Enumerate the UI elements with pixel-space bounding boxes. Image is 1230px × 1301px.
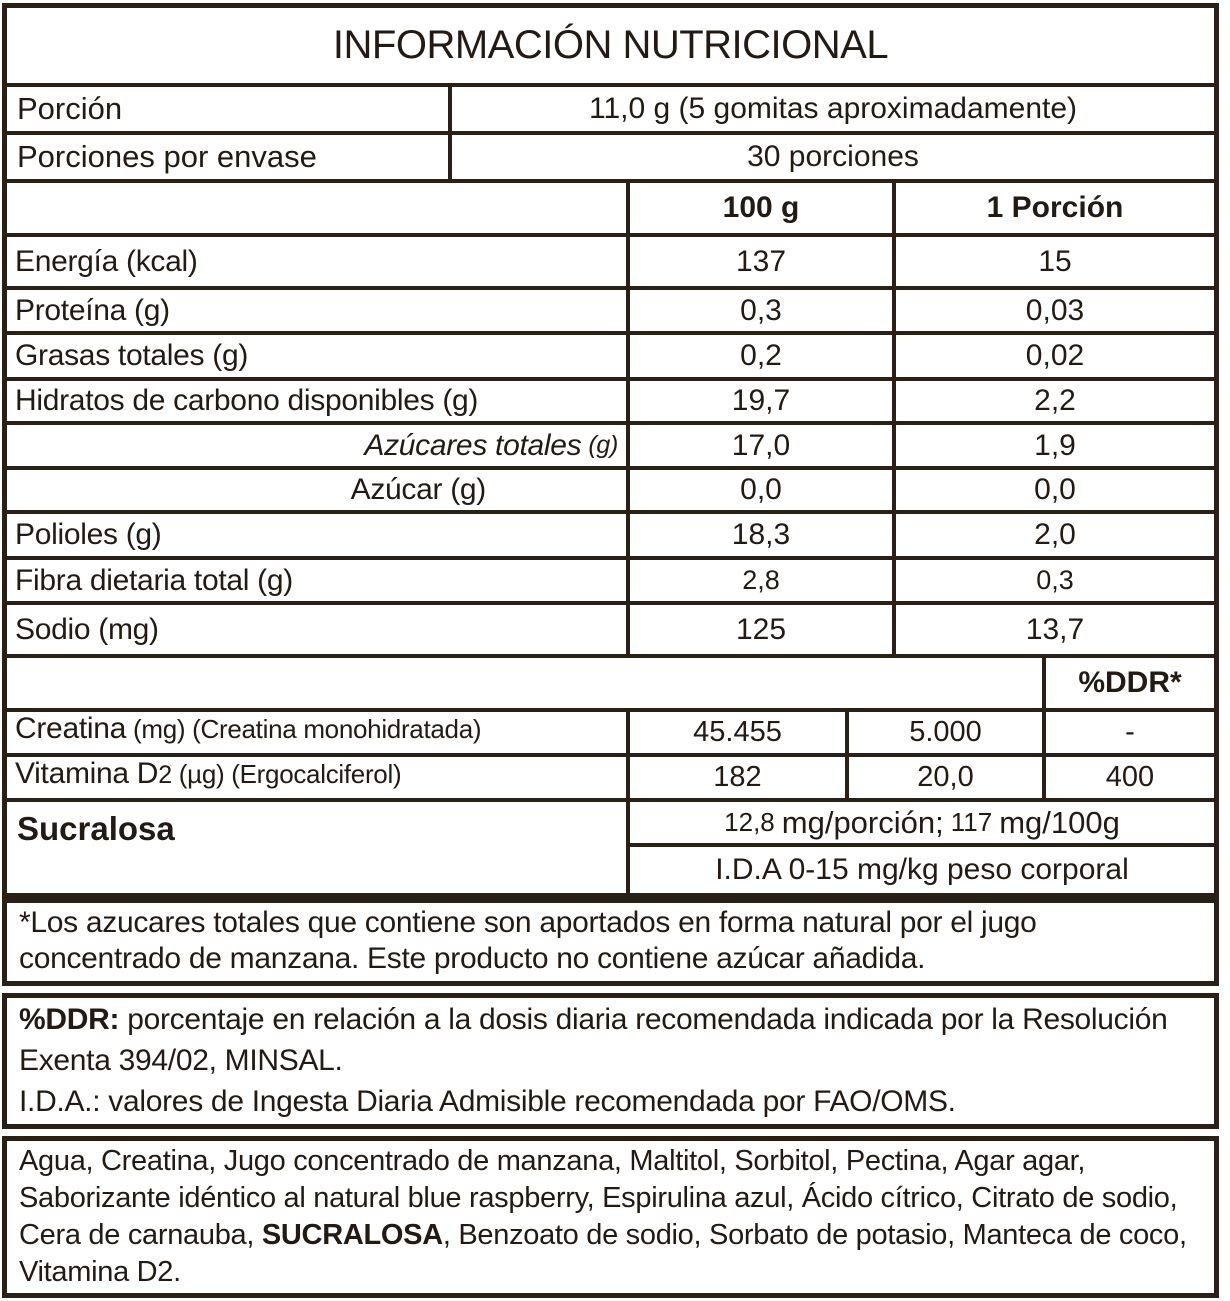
supplement-value-100g: 45.455 xyxy=(626,712,845,753)
footnote-ddr-line xyxy=(19,999,1202,1081)
servings-per-container-value: 30 porciones xyxy=(448,135,1214,179)
supplement-value-portion: 20,0 xyxy=(845,757,1042,798)
footnote-ida-line: I.D.A.: valores de Ingesta Diaria Admisible recomendada por FAO/OMS. xyxy=(19,1085,956,1118)
nutrient-value-portion: 13,7 xyxy=(892,605,1214,654)
nutrient-label: Hidratos de carbono disponibles (g) xyxy=(15,384,479,417)
nutrient-row-energia xyxy=(7,233,1214,286)
ddr-header-spacer xyxy=(7,658,1042,708)
page-title: INFORMACIÓN NUTRICIONAL xyxy=(332,23,889,67)
sucralosa-mg-portion-value: 12,8 xyxy=(724,807,775,837)
title-row xyxy=(7,8,1214,83)
footnote-ddr-text: porcentaje en relación a la dosis diaria recomendada indicada por la Resolución Exenta 394/02, MINSAL. xyxy=(19,1003,1168,1077)
supplement-value-100g: 182 xyxy=(626,757,845,798)
supplement-label-main: Creatina xyxy=(15,712,126,745)
nutrient-value-100g: 0,0 xyxy=(626,470,892,510)
footnote-ddr-term: %DDR: xyxy=(19,1003,120,1036)
column-header-row xyxy=(7,179,1214,233)
nutrient-row-proteina xyxy=(7,286,1214,331)
sucralosa-mg-100g-unit: mg/100g xyxy=(999,804,1120,840)
sucralosa-values xyxy=(626,802,1214,893)
supplement-value-ddr: - xyxy=(1042,712,1214,753)
nutrient-label: Polioles (g) xyxy=(15,518,162,551)
supplement-label xyxy=(7,712,626,753)
supplement-label-main: Vitamina D xyxy=(15,757,159,790)
nutrient-row-azucar xyxy=(7,466,1214,510)
serving-row xyxy=(7,83,1214,131)
nutrient-value-100g: 18,3 xyxy=(626,514,892,556)
serving-size-label: Porción xyxy=(17,91,123,126)
nutrient-value-portion: 15 xyxy=(892,237,1214,286)
nutrient-value-100g: 2,8 xyxy=(626,560,892,601)
serving-size-value: 11,0 g (5 gomitas aproximadamente) xyxy=(448,87,1214,131)
nutrient-row-hidratos xyxy=(7,377,1214,421)
nutrient-value-100g: 137 xyxy=(626,237,892,286)
supplement-row-vitamina-d2 xyxy=(7,753,1214,798)
main-table xyxy=(2,3,1219,898)
nutrient-label xyxy=(7,425,626,466)
nutrient-label: Sodio (mg) xyxy=(15,612,159,646)
servings-per-container-label: Porciones por envase xyxy=(17,139,317,174)
sucralosa-block xyxy=(7,798,1214,893)
nutrient-label: Fibra dietaria total (g) xyxy=(15,563,293,597)
ingredients-sucralosa: SUCRALOSA xyxy=(261,1219,443,1251)
sucralosa-mg-100g-value: 117 xyxy=(950,807,993,837)
nutrient-label-text: Azúcares totales xyxy=(364,428,582,462)
nutrient-row-sodio xyxy=(7,601,1214,654)
nutrient-value-100g: 19,7 xyxy=(626,381,892,421)
nutrient-value-100g: 17,0 xyxy=(626,425,892,466)
sucralosa-ida: I.D.A 0-15 mg/kg peso corporal xyxy=(715,853,1129,886)
column-header-100g: 100 g xyxy=(626,183,892,233)
supplement-label xyxy=(7,757,626,798)
nutrient-label: Grasas totales (g) xyxy=(15,339,249,372)
nutrient-value-100g: 125 xyxy=(626,605,892,654)
sucralosa-mg-portion-unit: mg/porción; xyxy=(781,804,944,840)
nutrient-label: Proteína (g) xyxy=(15,293,170,327)
supplement-label-detail: (µg) (Ergocalciferol) xyxy=(178,759,402,789)
supplement-label-sub: 2 xyxy=(158,761,172,789)
servings-per-container-row xyxy=(7,131,1214,179)
nutrition-label xyxy=(2,3,1219,1298)
nutrient-value-100g: 0,2 xyxy=(626,335,892,377)
column-header-ddr: %DDR* xyxy=(1042,658,1214,708)
nutrient-value-portion: 2,2 xyxy=(892,381,1214,421)
nutrient-value-portion: 1,9 xyxy=(892,425,1214,466)
nutrient-row-azucares-totales xyxy=(7,421,1214,466)
nutrient-value-portion: 0,02 xyxy=(892,335,1214,377)
nutrient-value-portion: 0,3 xyxy=(892,560,1214,601)
sucralosa-label: Sucralosa xyxy=(17,810,175,847)
ingredients-box xyxy=(2,1136,1219,1298)
supplement-label-detail: (mg) (Creatina monohidratada) xyxy=(133,714,482,744)
column-header-portion: 1 Porción xyxy=(892,183,1214,233)
footnote-ddr-ida xyxy=(2,993,1219,1129)
supplement-value-ddr: 400 xyxy=(1042,757,1214,798)
ingredients-text-after: , Benzoato de sodio, Sorbato de potasio, Manteca de coco, Vitamina D2. xyxy=(19,1219,1187,1288)
ingredients-text-before: Agua, Creatina, Jugo concentrado de manzana, Maltitol, Sorbitol, Pectina, Agar agar, Saborizante idéntico al natural blue raspberry, Espirulina azul, Ácido cítrico, Citrato de sodio, Cera de carnauba, xyxy=(19,1145,1178,1251)
nutrient-value-100g: 0,3 xyxy=(626,290,892,331)
nutrient-label-unit: (g) xyxy=(588,431,618,459)
nutrient-value-portion: 0,03 xyxy=(892,290,1214,331)
nutrient-value-portion: 0,0 xyxy=(892,470,1214,510)
sucralosa-amount xyxy=(630,802,1214,843)
nutrient-row-polioles xyxy=(7,510,1214,556)
nutrient-row-fibra xyxy=(7,556,1214,601)
nutrient-label: Azúcar (g) xyxy=(350,473,486,506)
nutrient-label: Energía (kcal) xyxy=(15,244,198,278)
supplement-value-portion: 5.000 xyxy=(845,712,1042,753)
ddr-header-row xyxy=(7,654,1214,708)
footnote-sugars-text: *Los azucares totales que contiene son aportados en forma natural por el jugo concentrado de manzana. Este producto no contiene azúcar añadida. xyxy=(19,906,1037,975)
nutrient-value-portion: 2,0 xyxy=(892,514,1214,556)
nutrient-row-grasas xyxy=(7,331,1214,377)
column-header-spacer xyxy=(7,183,626,233)
footnote-sugars xyxy=(2,898,1219,986)
supplement-row-creatina xyxy=(7,708,1214,753)
